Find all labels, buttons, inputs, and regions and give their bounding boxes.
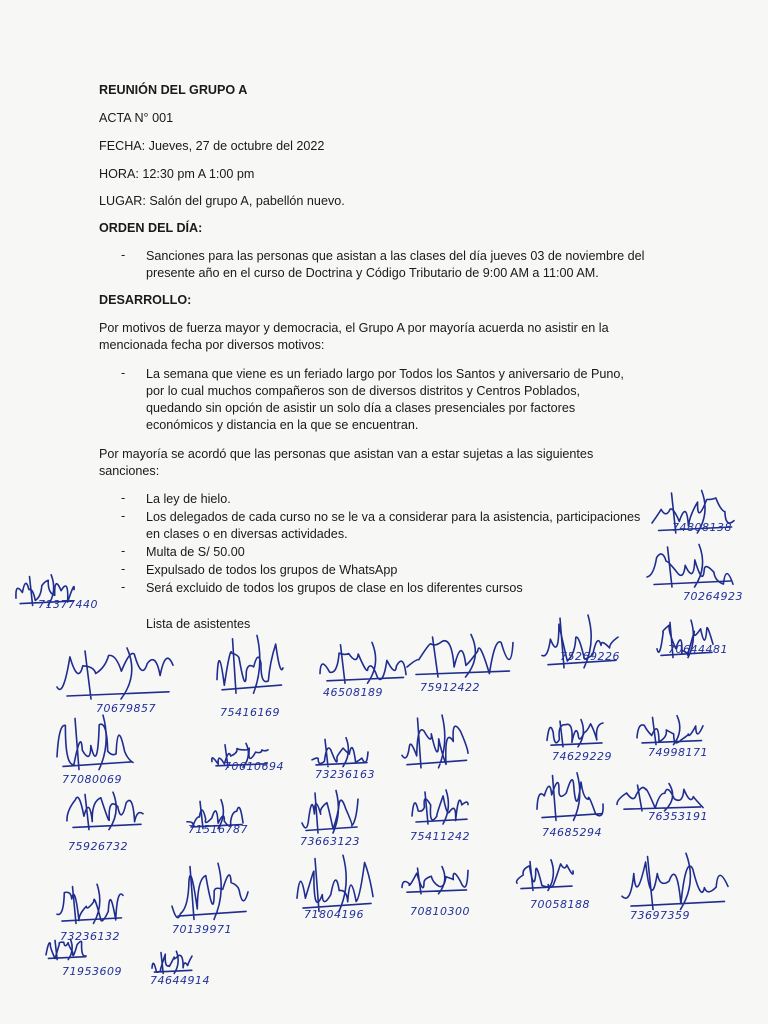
signature-number: 71516787 — [188, 823, 248, 836]
signature-number: 73663123 — [300, 835, 360, 848]
signature-number: 74998171 — [648, 746, 708, 759]
signature-number: 71377440 — [38, 598, 98, 611]
signature-number: 77080069 — [62, 773, 122, 786]
signature-stroke — [622, 862, 728, 904]
orden-heading: ORDEN DEL DÍA: — [99, 221, 203, 235]
signature-stroke — [222, 635, 282, 693]
handwritten-signature — [65, 790, 145, 834]
handwritten-signature — [310, 736, 370, 770]
signature-stroke — [521, 860, 572, 891]
sancion-item: Los delegados de cada curso no se le va a considerar para la asistencia, participaciones — [146, 510, 641, 524]
orden-item-line: Sanciones para las personas que asistan a las clases del día jueves 03 de noviembre del — [146, 249, 645, 263]
handwritten-signature — [400, 712, 470, 774]
signature-stroke — [407, 641, 513, 674]
signature-number: 70139971 — [172, 923, 232, 936]
sanciones-paragraph-line: Por mayoría se acordó que las personas que asistan van a estar sujetas a las siguientes — [99, 447, 594, 461]
signature-stroke — [63, 715, 131, 769]
desarrollo-heading: DESARROLLO: — [99, 293, 192, 307]
handwritten-signature — [318, 640, 408, 688]
signature-stroke — [67, 797, 143, 821]
signature-stroke — [57, 653, 173, 689]
signature-stroke — [654, 545, 731, 588]
bullet-dash: - — [121, 248, 126, 262]
handwritten-signature — [545, 718, 605, 750]
signature-stroke — [407, 867, 467, 894]
signature-stroke — [320, 653, 406, 679]
sanciones-paragraph-line: sanciones: — [99, 464, 160, 478]
signature-number: 74629229 — [552, 750, 612, 763]
desarrollo-item-line: económicos y distancia en la que se encuentran. — [146, 418, 419, 432]
desarrollo-paragraph-line: Por motivos de fuerza mayor y democracia, el Grupo A por mayoría acuerda no asistir en la — [99, 321, 609, 335]
bullet-dash: - — [121, 491, 126, 505]
attendance-heading: Lista de asistentes — [146, 617, 251, 631]
signature-stroke — [416, 635, 510, 678]
sancion-item: en clases o en diversas actividades. — [146, 527, 348, 541]
signature-stroke — [547, 723, 603, 743]
handwritten-signature — [645, 542, 735, 592]
signature-stroke — [647, 554, 733, 584]
signature-number: 75411242 — [410, 830, 470, 843]
signature-number: 71953609 — [62, 965, 122, 978]
meeting-date: FECHA: Jueves, 27 de octubre del 2022 — [99, 139, 325, 153]
handwritten-signature — [300, 788, 360, 838]
signature-number: 73236132 — [60, 930, 120, 943]
signature-stroke — [172, 875, 248, 918]
signature-stroke — [217, 644, 283, 685]
signature-number: 70810300 — [410, 905, 470, 918]
signature-stroke — [46, 941, 86, 958]
signature-number: 46508189 — [323, 686, 383, 699]
bullet-dash: - — [121, 580, 126, 594]
signature-stroke — [537, 780, 603, 816]
handwritten-signature — [635, 714, 705, 748]
signature-number: 70610694 — [224, 760, 284, 773]
signature-stroke — [402, 726, 468, 764]
signature-stroke — [312, 748, 368, 764]
handwritten-signature — [170, 860, 250, 926]
signature-number: 70264923 — [683, 590, 743, 603]
signature-number: 74685294 — [542, 826, 602, 839]
signature-number: 70644481 — [668, 643, 728, 656]
bullet-dash: - — [121, 544, 126, 558]
signature-number: 76353191 — [648, 810, 708, 823]
signature-stroke — [57, 892, 123, 921]
handwritten-signature — [55, 645, 175, 705]
signature-number: 73697359 — [630, 909, 690, 922]
handwritten-signature — [44, 938, 88, 962]
signature-stroke — [617, 787, 703, 808]
desarrollo-item-line: La semana que viene es un feriado largo por Todos los Santos y aniversario de Puno, — [146, 367, 624, 381]
signature-number: 70058188 — [530, 898, 590, 911]
signature-number: 75926732 — [68, 840, 128, 853]
handwritten-signature — [405, 632, 515, 682]
signature-number: 70679857 — [96, 702, 156, 715]
signature-stroke — [407, 715, 467, 768]
signature-number: 71804196 — [304, 908, 364, 921]
acta-number: ACTA N° 001 — [99, 111, 174, 125]
signature-stroke — [152, 954, 192, 972]
handwritten-signature — [620, 850, 730, 916]
handwritten-signature — [540, 612, 620, 674]
signature-number: 75416169 — [220, 706, 280, 719]
meeting-time: HORA: 12:30 pm A 1:00 pm — [99, 167, 255, 181]
bullet-dash: - — [121, 509, 126, 523]
meeting-place: LUGAR: Salón del grupo A, pabellón nuevo. — [99, 194, 345, 208]
sancion-item: La ley de hielo. — [146, 492, 231, 506]
sancion-item: Multa de S/ 50.00 — [146, 545, 245, 559]
handwritten-signature — [400, 865, 470, 897]
signature-number: 74644914 — [150, 974, 210, 987]
signature-number: 73236163 — [315, 768, 375, 781]
desarrollo-paragraph-line: mencionada fecha por diversos motivos: — [99, 338, 325, 352]
signature-stroke — [67, 648, 169, 699]
handwritten-signature — [215, 632, 285, 700]
signature-number: 74808138 — [672, 521, 732, 534]
signature-stroke — [412, 796, 468, 821]
signature-stroke — [57, 724, 133, 764]
handwritten-signature — [515, 858, 575, 894]
bullet-dash: - — [121, 366, 126, 380]
handwritten-signature — [410, 788, 470, 828]
desarrollo-item-line: quedando sin opción de asistir un solo día a clases presenciales por factores — [146, 401, 576, 415]
handwritten-signature — [55, 712, 135, 776]
signature-stroke — [297, 863, 373, 903]
signature-number: 75269226 — [560, 650, 620, 663]
signature-stroke — [517, 864, 574, 887]
signature-stroke — [402, 870, 468, 887]
document-title: REUNIÓN DEL GRUPO A — [99, 83, 248, 97]
orden-item-line: presente año en el curso de Doctrina y Código Tributario de 9:00 AM a 11:00 AM. — [146, 266, 599, 280]
handwritten-signature — [150, 950, 194, 976]
signature-stroke — [302, 799, 358, 829]
bullet-dash: - — [121, 562, 126, 576]
handwritten-signature — [535, 770, 605, 826]
sancion-item: Será excluido de todos los grupos de clase en los diferentes cursos — [146, 581, 523, 595]
signature-number: 75912422 — [420, 681, 480, 694]
handwritten-signature — [55, 882, 125, 928]
sancion-item: Expulsado de todos los grupos de WhatsApp — [146, 563, 398, 577]
desarrollo-item-line: por lo cual muchos compañeros son de diversos distritos y Centros Poblados, — [146, 384, 580, 398]
